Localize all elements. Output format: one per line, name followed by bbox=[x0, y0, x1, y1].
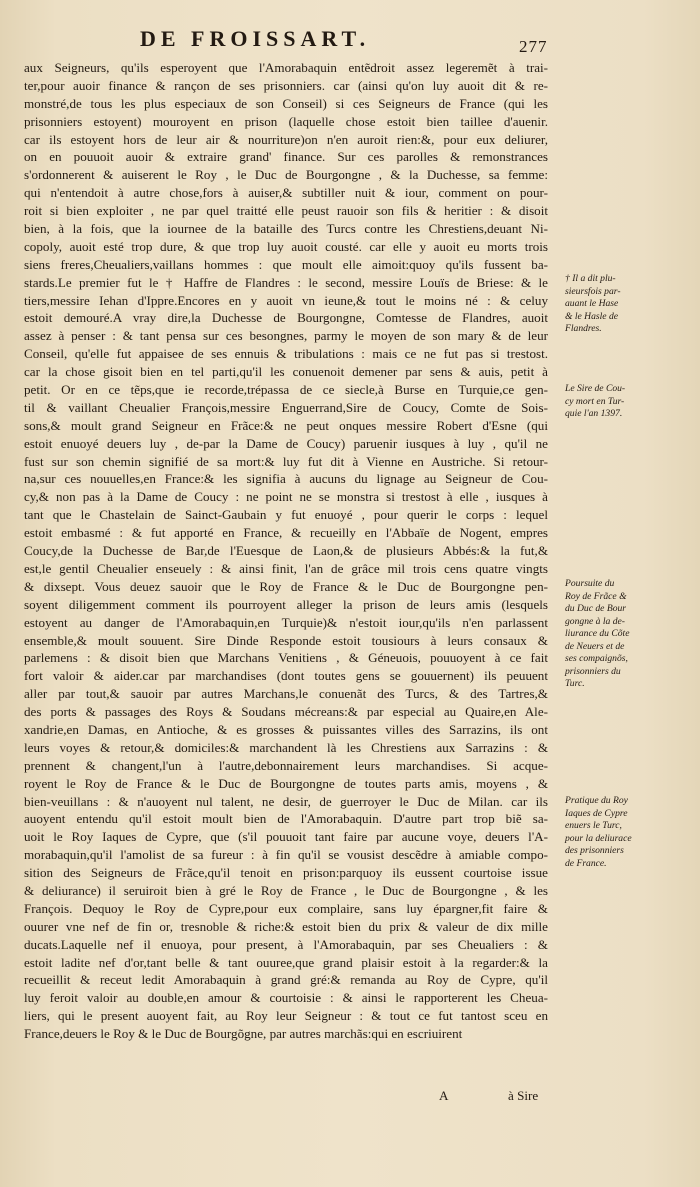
text-line: François. Dequoy le Roy de Cypre,pour eux complaire, sans luy épargner,fit faire & bbox=[24, 900, 548, 916]
text-line: & dixsept. Vous deuez sauoir que le Roy de France & le Duc de Bourgongne pen- bbox=[24, 578, 548, 594]
signature-mark: A bbox=[439, 1088, 449, 1103]
text-line: bien, à la fois, que la iournee de la bataille des Turcs contre les Chrestiens,deuant Ni- bbox=[24, 221, 548, 237]
margin-note-cyprus bbox=[565, 795, 689, 870]
text-line: estoit demouré.A vray dire,la Duchesse de Bourgongne, Comtesse de Flandres, auoit bbox=[24, 310, 548, 326]
text-line: ducats.Laquelle nef il enuoya, pour present, à l'Amorabaquin, par ses Cheualiers : & bbox=[24, 936, 548, 952]
text-line: est,le gentil Cheualier enseuely : & ainsi finit, l'an de grâce mil trois cens quatre vingts bbox=[24, 560, 548, 576]
page-footer bbox=[24, 1088, 548, 1106]
text-line: uoit le Roy Iaques de Cypre, que (s'il pouuoit tant faire par aucune voye, deuers l'A- bbox=[24, 829, 548, 845]
text-line: recueillit & receut ledit Amorabaquin à grand gré:& remanda au Roy de Cypre, qu'il bbox=[24, 972, 548, 988]
text-line: soyent diligemment comment ils pourroyent alleger la prison de leurs amis (lesquels bbox=[24, 596, 548, 612]
text-line: royent le Roy de France & le Duc de Bourgongne de toutes parts amis, moyens , & bbox=[24, 775, 548, 791]
text-line: France,deuers le Roy & le Duc de Bourgõgne, par autres marchãs:qui en escriuirent bbox=[24, 1026, 463, 1042]
margin-note-line: Le Sire de Cou- bbox=[565, 383, 626, 394]
text-line: estoit enuoyé deuers luy , de-par la Dame de Coucy) paruenir iusques à luy , qu'il ne bbox=[24, 435, 548, 451]
text-line: cy,& non pas à la Dame de Coucy : ne point ne se monstra si trestost à elle , iusques à bbox=[24, 489, 548, 505]
text-line: aller par tout,& sauoir par autres Marchans,le conuenãt des Turcs, & des Tartres,& bbox=[24, 686, 548, 702]
text-line: assez à penser : & tant pensa sur ces besongnes, parmy le moyen de son mary & de leur bbox=[24, 328, 548, 344]
text-line: auoyent entendu qu'il estoit moult bien de l'Amorabaquin. D'autre part trop biẽ sa- bbox=[24, 811, 548, 827]
text-line: monstré,de tous les plus especiaux de son Conseil) si ces Seigneurs de France (qui les bbox=[24, 95, 548, 111]
text-line: liers, qui le present auoyent fait, au Roy leur Seigneur : & tout ce fut tantost sceu en bbox=[24, 1008, 548, 1024]
text-line: bien-veuillans : & n'auoyent nul talent, ne desir, de guerroyer le Duc de Milan. car ils bbox=[24, 793, 548, 809]
margin-note-hasle bbox=[565, 273, 689, 336]
margin-note-line: gongne à la de- bbox=[565, 615, 625, 627]
margin-note-line: Iaques de Cypre bbox=[565, 807, 628, 819]
running-title: DE FROISSART. bbox=[140, 26, 371, 51]
margin-note-line: pour la deliurace bbox=[565, 832, 632, 844]
text-line: Conseil, qu'elle fut appaisee de ses ennuis & tribulations : mais ce ne fut pas si trestost. bbox=[24, 346, 548, 362]
margin-note-line: des prisonniers bbox=[565, 845, 624, 856]
text-line: s'ordonnerent & auiserent le Roy , le Duc de Bourgongne , & la Duchesse, sa femme: bbox=[24, 167, 548, 183]
text-line: sons,& moult grand Seigneur en Frãce:& ne peut onques messire Robert d'Esne (qui bbox=[24, 417, 548, 433]
margin-note-line: Pratique du Roy bbox=[565, 795, 628, 806]
text-line: estoyent au danger de l'Amorabaquin,en Turquie)& n'estoit iour,qu'ils n'en parlassent bbox=[24, 614, 548, 630]
margin-note-line: de France. bbox=[565, 857, 607, 869]
text-line: na,sur ces nouuelles,en France:& les signifia à aucuns du lignage au Seigneur de Cou- bbox=[24, 471, 548, 487]
text-line: tiers,messire Iehan d'Ippre.Encores en y auoit vn ieune,& tout le moins né : & celuy bbox=[24, 292, 548, 308]
margin-note-line: quie l'an 1397. bbox=[565, 408, 623, 419]
text-line: ter,pour auoir finance & rançon de ses prisonniers. car (ainsi qu'on luy auoit dit & re- bbox=[24, 77, 548, 93]
text-line: xandrie,en Damas, en Antioche, & es grosses & puissantes villes des Sarrazins, ils ont bbox=[24, 721, 548, 737]
margin-note-line: & le Hasle de bbox=[565, 310, 619, 322]
text-line: car la chose gisoit bien en tel parti,qu'il les conuenoit demener par sens & auis, petit à bbox=[24, 364, 548, 380]
text-line: & deliurance) il seruiroit bien à gré le Roy de France , le Duc de Bourgongne , & les bbox=[24, 882, 548, 898]
text-line: qui n'entendoit à autre chose,fors à auiser,& subtiller nuit & iour, comment on pour- bbox=[24, 185, 548, 201]
margin-note-line: † Il a dit plu- bbox=[565, 273, 616, 284]
text-line: luy feroit valoir au double,en amour & courtoisie : & ainsi le rapporterent les Cheua- bbox=[24, 990, 548, 1006]
text-line: estoit embasmé : & fut apporté en France, & recueilly en l'Abbaïe de Nogent, empres bbox=[24, 525, 548, 541]
margin-note-line: de Neuers et de bbox=[565, 640, 625, 652]
main-text-block bbox=[24, 59, 548, 1043]
text-line: til & vaillant Cheualier François,messire Enguerrand,Sire de Coucy, Comte de Sois- bbox=[24, 399, 548, 415]
text-line: Coucy,de la Duchesse de Bar,de l'Euesque de Laon,& de plusieurs Abbés:& la fut,& bbox=[24, 543, 548, 559]
text-line: aux Seigneurs, qu'ils esperoyent que l'Amorabaquin entẽdroit assez legeremẽt à trai- bbox=[24, 60, 548, 75]
margin-note-line: sieursfois par- bbox=[565, 285, 621, 297]
text-line: siens freres,Cheualiers,vaillans hommes : que moult elle aimoit:quoy qu'ils fussent ba- bbox=[24, 256, 548, 272]
margin-note-line: Flandres. bbox=[565, 323, 602, 334]
margin-note-coucy-death bbox=[565, 383, 689, 421]
margin-note-line: du Duc de Bour bbox=[565, 603, 627, 614]
margin-note-line: Poursuite du bbox=[565, 578, 615, 589]
text-line: fust sur son chemin signifié de sa mort:& luy fut dit à Vienne en Austriche. Si retour- bbox=[24, 453, 548, 469]
text-line: on en pouuoit auoir & extraire grand' finance. Sur ces parolles & remonstrances bbox=[24, 149, 548, 165]
text-line: ensemble,& moult souuent. Sire Dinde Responde estoit tousiours à leurs consaux & bbox=[24, 632, 548, 648]
text-line: leurs voyes & retour,& domiciles:& marchandent là les Chrestiens aux Sarrazins : & bbox=[24, 739, 548, 755]
margin-note-pursuit bbox=[565, 578, 689, 691]
text-line: fort valoir & aider.car par marchandises (dont toutes gens se gouuernent) ils peuuent bbox=[24, 668, 548, 684]
text-line: estoit ladite nef d'or,tant belle & tant ouuree,que grand plaisir estoit à la regarder:& la bbox=[24, 954, 548, 970]
text-line: roit si bien exploiter , ne par quel traitté elle peust rauoir son fils & heritier : & disoit bbox=[24, 203, 548, 219]
text-line: des ports & passages des Roys & Soudans mécreans:& par especial au Quaire,en Ale- bbox=[24, 704, 548, 720]
margin-note-line: liurance du Cõte bbox=[565, 628, 630, 639]
text-line: car ils estoyent hors de leur air & nourriture)on n'en auroit rien:&, pour eux deliurer, bbox=[24, 131, 548, 147]
text-line: petit. Or en ce tẽps,que ie recorde,trépassa de ce siecle,à Burse en Turquie,ce gen- bbox=[24, 382, 548, 398]
text-line: stards.Le premier fut le † Haffre de Flandres : le second, messire Louïs de Briese: & le bbox=[24, 274, 548, 290]
margin-note-line: Roy de Frãce & bbox=[565, 590, 627, 602]
catchword: à Sire bbox=[508, 1088, 539, 1103]
text-line: sition des Seigneurs de Frãce,qu'il tenoit en prison:parquoy ils eussent courtoise issue bbox=[24, 865, 548, 881]
text-line: parlemens : & disoit bien que Marchans Venitiens , & Géneuois, pouuoyent à ce fait bbox=[24, 650, 548, 666]
margin-note-line: cy mort en Tur- bbox=[565, 395, 625, 407]
margin-note-line: ses compaignõs, bbox=[565, 653, 628, 664]
text-line: prennent & changent,l'un à l'autre,debonnairement leurs marchandises. Si acque- bbox=[24, 757, 548, 773]
text-line: ouurer vne nef de fin or, tresnoble & riche:& estoit bien du prix & valeur de dix mille bbox=[24, 918, 548, 934]
text-line: copoly, auoit esté trop dure, & que trop luy auoit cousté. car elle y auoit eu morts trois bbox=[24, 238, 548, 254]
margin-note-line: enuers le Turc, bbox=[565, 820, 622, 831]
page-number: 277 bbox=[519, 37, 548, 56]
text-line: prisonniers estoyent) mouroyent en prison (laquelle chose estoit bien taillee d'auenir. bbox=[24, 113, 548, 129]
text-line: morabaquin,qu'il l'amolist de sa fureur : à fin qu'il se vousist descẽdre à amiable compo- bbox=[24, 847, 548, 863]
margin-note-line: auant le Hase bbox=[565, 298, 619, 309]
margin-note-line: Turc. bbox=[565, 678, 585, 689]
text-line: tant que le Chastelain de Sainct-Gaubain y fut enuoyé , pour querir le corps : lequel bbox=[24, 507, 548, 523]
margin-note-line: prisonniers du bbox=[565, 665, 621, 677]
